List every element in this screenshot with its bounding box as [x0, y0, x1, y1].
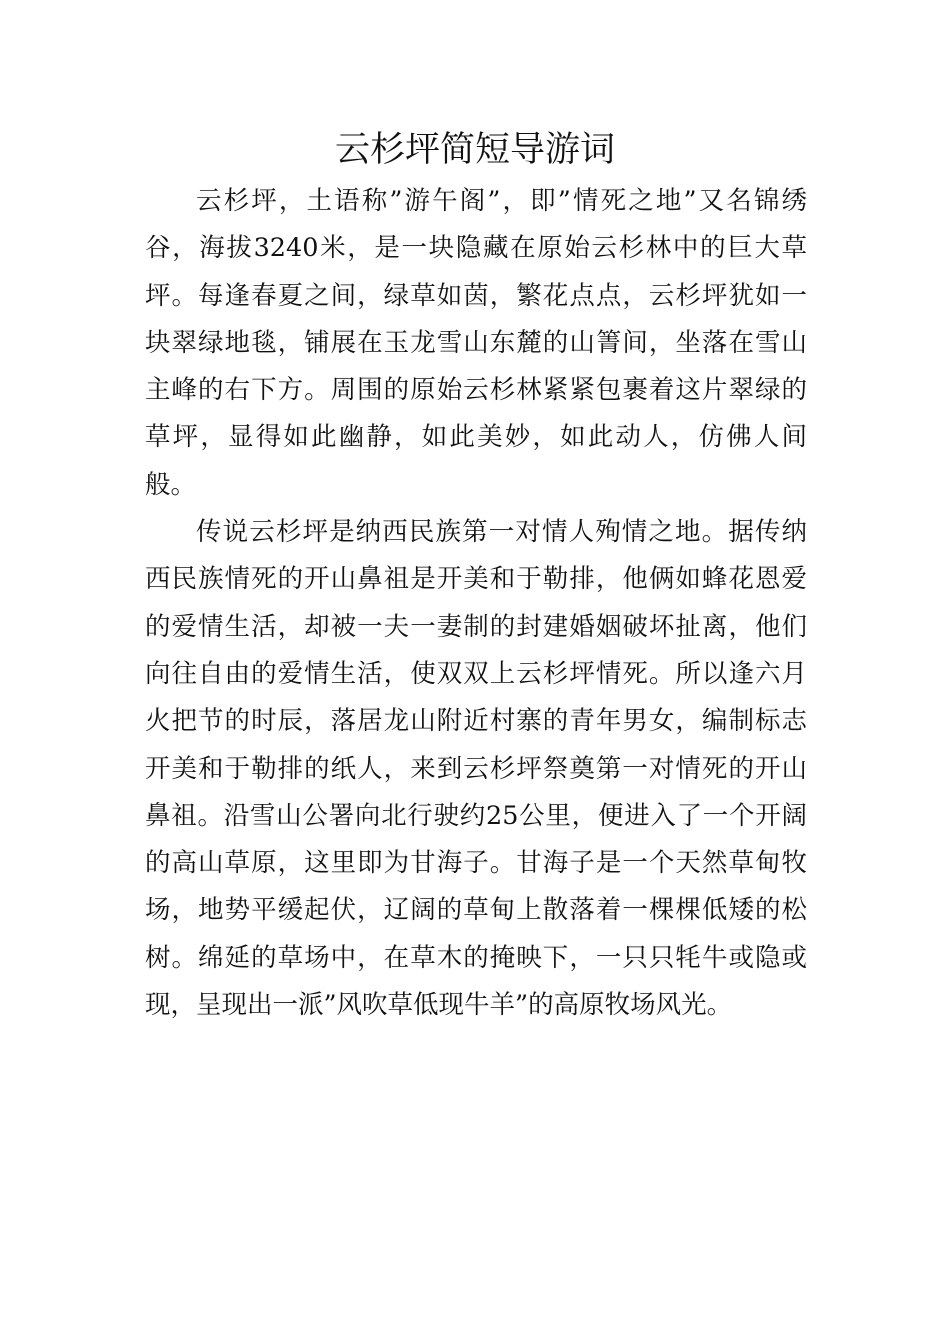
paragraph-1: 云杉坪，土语称”游午阁”，即”情死之地”又名锦绣谷，海拔3240米，是一块隐藏在原始云杉林中的巨大草坪。每逢春夏之间，绿草如茵，繁花点点，云杉坪犹如一块翠绿地毯，铺展在玉龙雪山东麓的山箐间，坐落在雪山主峰的右下方。周围的原始云杉林紧紧包裹着这片翠绿的草坪，显得如此幽静，如此美妙，如此动人，仿佛人间般。 [145, 186, 807, 500]
document-title: 云杉坪简短导游词 [334, 130, 615, 170]
paragraph-2: 传说云杉坪是纳西民族第一对情人殉情之地。据传纳西民族情死的开山鼻祖是开美和于勒排，他俩如蜂花恩爱的爱情生活，却被一夫一妻制的封建婚姻破坏扯离，他们向往自由的爱情生活，使双双上云杉坪情死。所以逢六月火把节的时辰，落居龙山附近村寨的青年男女，编制标志开美和于勒排的纸人，来到云杉坪祭奠第一对情死的开山鼻祖。沿雪山公署向北行驶约25公里，便进入了一个开阔的高山草原，这里即为甘海子。甘海子是一个天然草甸牧场，地势平缓起伏，辽阔的草甸上散落着一棵棵低矮的松树。绵延的草场中，在草木的掩映下，一只只牦牛或隐或现，呈现出一派”风吹草低现牛羊”的高原牧场风光。 [145, 517, 807, 1021]
document-body [145, 178, 807, 1029]
